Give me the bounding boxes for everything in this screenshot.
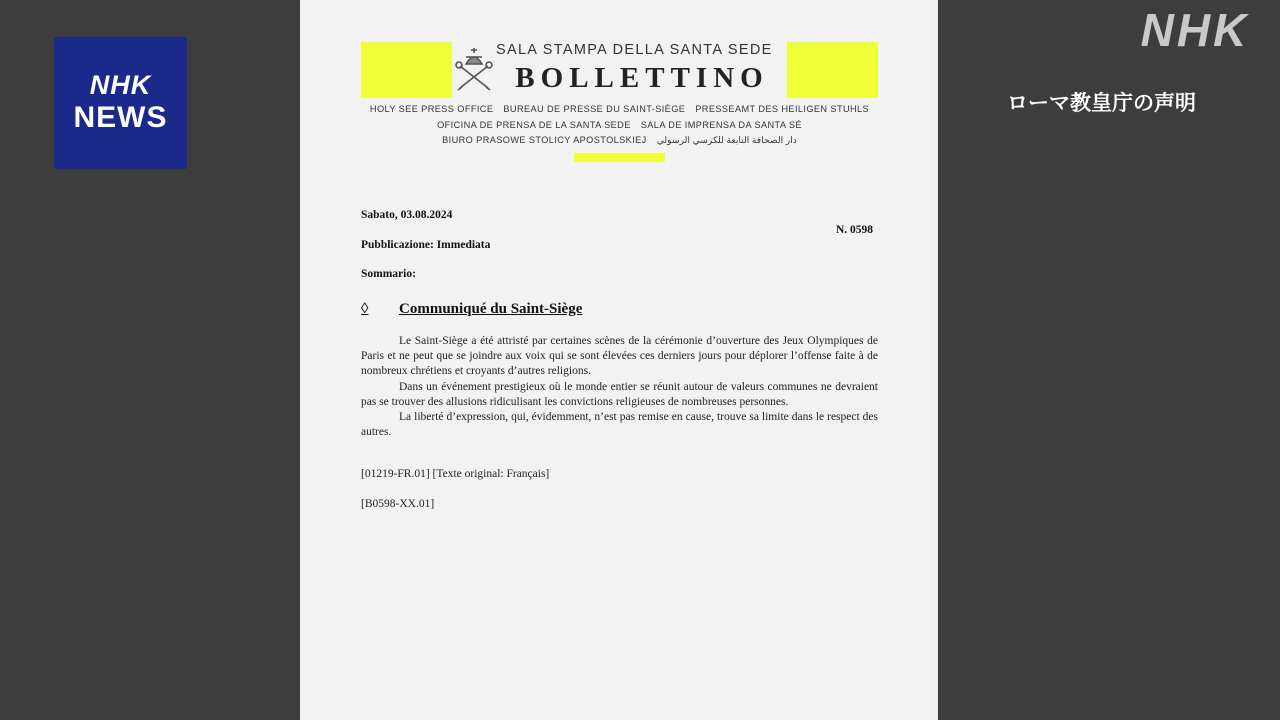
summary-label: Sommario: (361, 268, 416, 280)
press-bulletin-document (300, 0, 938, 720)
office-names-line-3: BIURO PRASOWE STOLICY APOSTOLSKIEJ دار الصحافة التابعة للكرسي الرسولي (442, 135, 797, 145)
reference-code-bulletin: [B0598-XX.01] (361, 498, 435, 510)
diamond-marker: ◊ (361, 301, 369, 317)
press-office-title: SALA STAMPA DELLA SANTA SEDE (496, 42, 773, 58)
bulletin-date: Sabato, 03.08.2024 (361, 209, 453, 221)
highlight-left (361, 42, 452, 98)
bulletin-number: N. 0598 (836, 224, 874, 236)
highlight-bottom (574, 153, 665, 162)
logo-nhk-text: NHK (89, 70, 152, 100)
paragraph: Dans un événement prestigieux où le monde entier se réunit autour de valeurs communes ne devraient pas se trouver des allusions ridiculisant les convictions religieuses de nombreuses personnes. (361, 380, 878, 408)
paragraph: La liberté d’expression, qui, évidemment, n’est pas remise en cause, trouve sa limite dans le respect des autres. (361, 411, 878, 439)
nhk-watermark: NHK (1140, 4, 1250, 56)
paragraph: Le Saint-Siège a été attristé par certaines scènes de la cérémonie d’ouverture des Jeux Olympiques de Paris et ne peut que se joindre aux voix qui se sont élevées ces derniers jours pour déplorer l’offense faite à de nombreux chrétiens et croyants d’autres religions. (361, 335, 878, 378)
publication-status: Pubblicazione: Immediata (361, 239, 491, 251)
nhk-news-logo (54, 37, 187, 169)
logo-news-text: NEWS (73, 101, 168, 134)
office-names-line-2: OFICINA DE PRENSA DE LA SANTA SEDE SALA DE IMPRENSA DA SANTA SÉ (437, 119, 802, 130)
reference-code-original: [01219-FR.01] [Texte original: Français] (361, 468, 550, 480)
heading-text: Communiqué du Saint-Siège (399, 301, 583, 317)
office-names (361, 102, 878, 149)
bollettino-title: BOLLETTINO (515, 62, 769, 94)
news-caption: ローマ教皇庁の声明 (1007, 91, 1196, 115)
papal-keys-tiara-icon (452, 44, 496, 94)
communique-body (361, 334, 878, 440)
communique-heading (361, 301, 661, 318)
highlight-right (787, 42, 878, 98)
office-names-line-1: HOLY SEE PRESS OFFICE BUREAU DE PRESSE DU SAINT-SIÈGE PRESSEAMT DES HEILIGEN STUHLS (369, 104, 870, 114)
